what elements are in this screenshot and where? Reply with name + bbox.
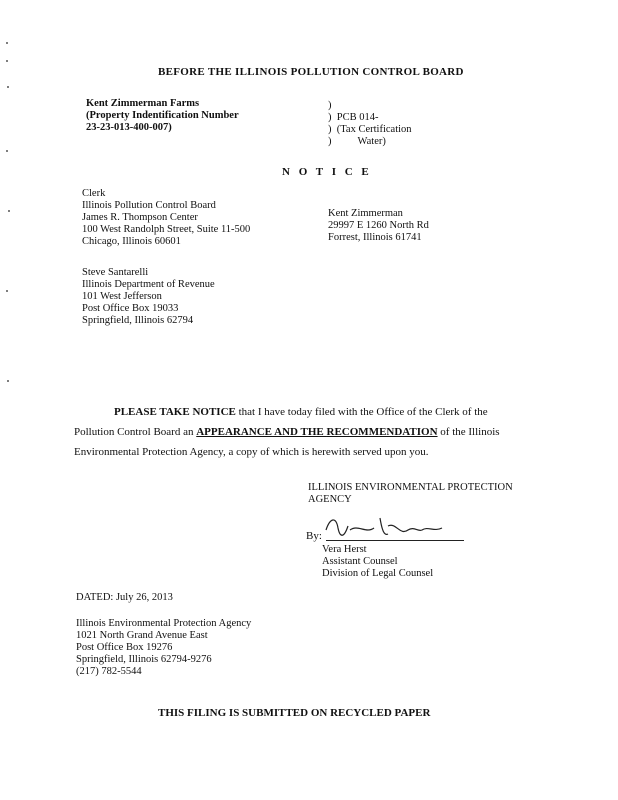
signer-line: Vera Herst <box>322 544 367 555</box>
and-word: AND THE <box>272 426 327 438</box>
case-number-block <box>328 100 412 148</box>
body-text: Pollution Control Board an <box>74 426 197 438</box>
kent-address <box>328 208 429 244</box>
body-line-3 <box>74 442 544 462</box>
signer-line: Division of Legal Counsel <box>322 568 434 579</box>
body-text: of the Illinois <box>437 426 500 438</box>
address-line: Illinois Environmental Protection Agency <box>76 618 252 629</box>
notice-body <box>74 402 544 462</box>
notice-heading: N O T I C E <box>282 166 372 178</box>
agency-name <box>308 482 513 506</box>
party-line: Kent Zimmerman Farms <box>86 98 200 109</box>
page-title: BEFORE THE ILLINOIS POLLUTION CONTROL BOARD <box>158 66 464 78</box>
address-line: 29997 E 1260 North Rd <box>328 220 429 231</box>
signer-block <box>322 544 433 580</box>
recommendation-title: RECOMMENDATION <box>326 426 438 438</box>
appearance-title: APPEARANCE <box>196 426 273 438</box>
case-party-block <box>86 98 239 134</box>
address-line: James R. Thompson Center <box>82 212 198 223</box>
address-line: Springfield, Illinois 62794 <box>82 315 194 326</box>
body-line-1 <box>74 402 544 422</box>
address-line: Kent Zimmerman <box>328 208 403 219</box>
body-line-2 <box>74 422 544 442</box>
address-line: Forrest, Illinois 61741 <box>328 232 422 243</box>
body-text: that I have today filed with the Office of the Clerk of the <box>235 406 488 418</box>
clerk-address <box>82 188 250 248</box>
address-line: Post Office Box 19033 <box>82 303 179 314</box>
bracket-line: ) PCB 014- <box>328 112 379 123</box>
bracket-line: ) (Tax Certification <box>328 124 412 135</box>
signature-line <box>326 540 464 541</box>
address-line: 100 West Randolph Street, Suite 11-500 <box>82 224 251 235</box>
address-line: Illinois Pollution Control Board <box>82 200 216 211</box>
by-label: By: <box>306 530 322 542</box>
address-line: Clerk <box>82 188 106 199</box>
agency-line: AGENCY <box>308 494 352 505</box>
address-line: Post Office Box 19276 <box>76 642 173 653</box>
agency-address <box>76 618 251 678</box>
recycled-paper-footer: THIS FILING IS SUBMITTED ON RECYCLED PAPER <box>158 707 431 719</box>
address-line: Springfield, Illinois 62794-9276 <box>76 654 212 665</box>
bracket-line: ) <box>328 100 332 111</box>
address-line: (217) 782-5544 <box>76 666 142 677</box>
party-line: 23-23-013-400-007) <box>86 122 172 133</box>
steve-address <box>82 267 215 327</box>
address-line: 101 West Jefferson <box>82 291 162 302</box>
body-text: Environmental Protection Agency, a copy of which is herewith served upon you. <box>74 446 429 458</box>
signer-line: Assistant Counsel <box>322 556 398 567</box>
address-line: 1021 North Grand Avenue East <box>76 630 208 641</box>
address-line: Steve Santarelli <box>82 267 149 278</box>
address-line: Chicago, Illinois 60601 <box>82 236 181 247</box>
dated-line: DATED: July 26, 2013 <box>76 592 173 603</box>
agency-line: ILLINOIS ENVIRONMENTAL PROTECTION <box>308 482 513 493</box>
address-line: Illinois Department of Revenue <box>82 279 215 290</box>
handwritten-signature <box>318 508 468 548</box>
bracket-line: ) Water) <box>328 136 386 147</box>
please-take-notice: PLEASE TAKE NOTICE <box>114 406 236 418</box>
party-line: (Property Indentification Number <box>86 110 239 121</box>
